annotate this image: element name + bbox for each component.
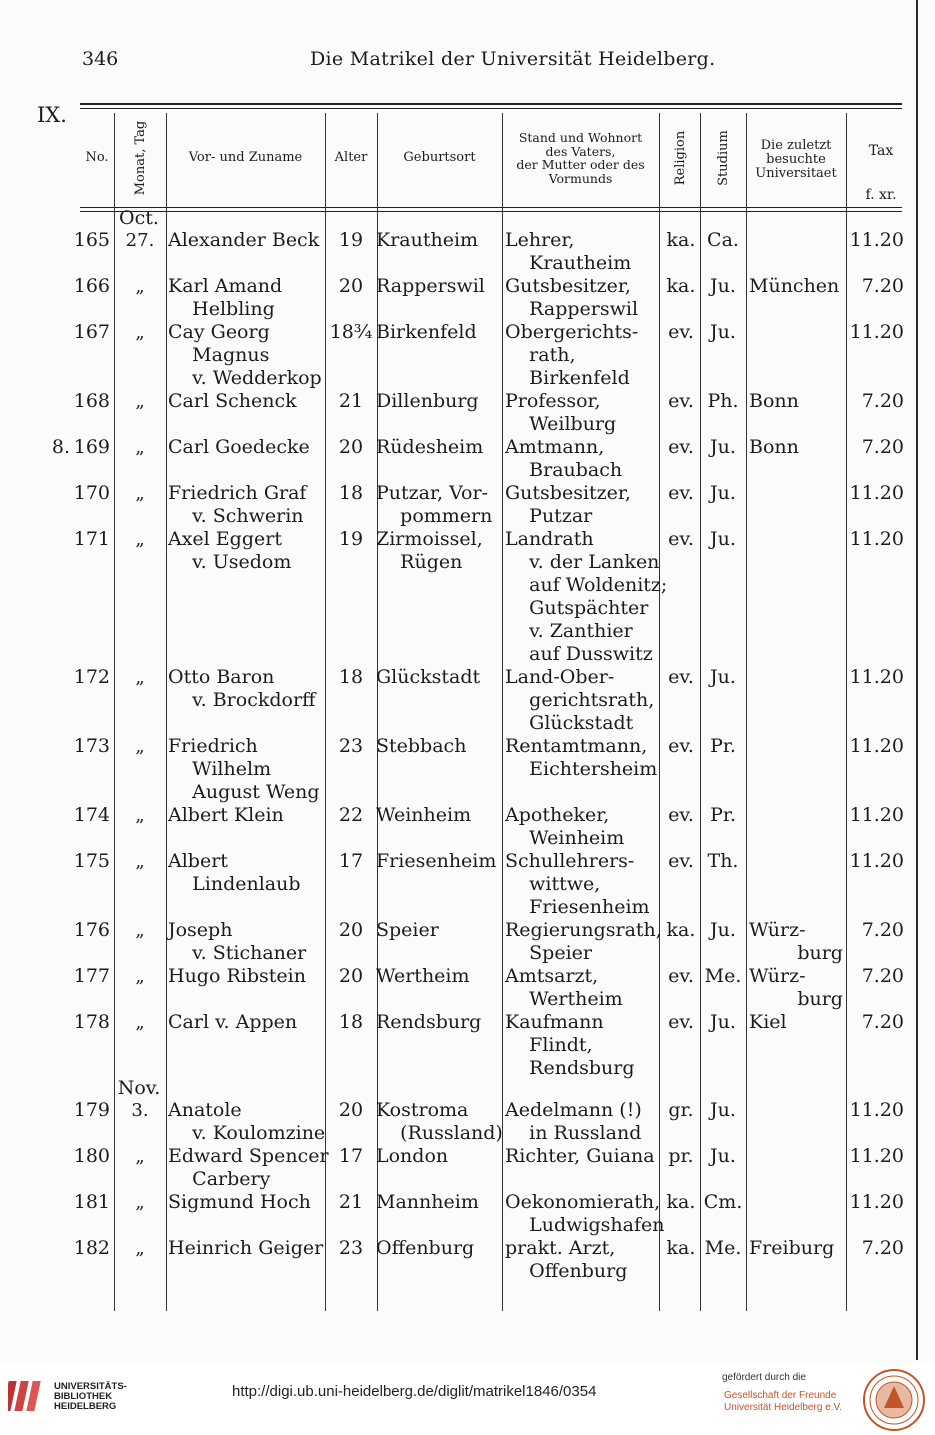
cell-tax: 11.20 [849,666,904,688]
cell-university: Bonn [749,436,799,458]
cell-father: Richter, Guiana [505,1145,655,1167]
cell-birthplace: Krautheim [376,229,479,251]
cell-age: 17 [338,850,364,872]
cell-day: „ [135,483,145,504]
cell-studium: Ju. [710,1011,736,1033]
cell-no: 170 [73,482,110,504]
cell-university: Würz- burg [749,965,843,1010]
cell-university: Kiel [749,1011,787,1033]
library-name-line: UNIVERSITÄTS- [54,1381,127,1392]
cell-day: „ [135,805,145,826]
cell-day: „ [135,736,145,757]
top-rule-thin [80,108,902,109]
cell-name: Otto Baron v. Brockdorff [168,666,316,711]
cell-birthplace: Birkenfeld [376,321,477,343]
cell-birthplace: Rendsburg [376,1011,482,1033]
cell-no: 180 [73,1145,110,1167]
cell-tax: 11.20 [849,1191,904,1213]
cell-religion: ev. [668,390,694,412]
cell-tax: 7.20 [861,1237,904,1259]
cell-name: Joseph v. Stichaner [168,919,307,964]
cell-studium: Ph. [707,390,739,412]
cell-religion: ev. [668,804,694,826]
cell-no: 168 [73,390,110,412]
cell-tax: 11.20 [849,1099,904,1121]
footer-bar [0,1363,935,1435]
cell-religion: ev. [668,850,694,872]
cell-religion: ka. [666,919,696,941]
cell-studium: Ju. [710,666,736,688]
cell-studium: Ju. [710,321,736,343]
cell-tax: 7.20 [861,1011,904,1033]
cell-religion: ev. [668,528,694,550]
cell-birthplace: Offenburg [376,1237,475,1259]
cell-day: „ [135,529,145,550]
col-line [114,113,115,1311]
cell-father: Rentamtmann, Eichtersheim [505,735,658,780]
cell-studium: Pr. [710,735,736,757]
cell-father: Aedelmann (!) in Russland [505,1099,642,1144]
cell-father: Professor, Weilburg [505,390,617,435]
cell-age: 20 [338,436,364,458]
cell-age: 21 [338,1191,364,1213]
cell-name: Carl Goedecke [168,436,310,458]
cell-name: Albert Klein [168,804,284,826]
header-university: Die zuletzt besuchte Universitaet [755,138,837,181]
cell-tax: 11.20 [849,528,904,550]
cell-religion: ka. [666,1237,696,1259]
cell-name: Cay Georg Magnus v. Wedderkop [168,321,322,389]
cell-margin: 8. [51,436,70,458]
cell-age: 18¾ [329,321,373,343]
cell-name: Alexander Beck [168,229,320,251]
cell-father: Obergerichts- rath, Birkenfeld [505,321,639,389]
cell-age: 23 [338,1237,364,1259]
cell-religion: ev. [668,735,694,757]
cell-tax: 7.20 [861,919,904,941]
cell-studium: Th. [707,850,739,872]
cell-day: „ [135,322,145,343]
cell-name: Albert Lindenlaub [168,850,301,895]
cell-age: 22 [338,804,364,826]
cell-tax: 11.20 [849,804,904,826]
cell-day: „ [135,1012,145,1033]
cell-tax: 11.20 [849,850,904,872]
cell-tax: 7.20 [861,390,904,412]
cell-age: 20 [338,275,364,297]
col-line [166,113,167,1311]
cell-religion: ev. [668,321,694,343]
cell-father: Schullehrers- wittwe, Friesenheim [505,850,650,918]
cell-father: Land-Ober- gerichtsrath, Glückstadt [505,666,655,734]
society-name [724,1390,842,1414]
cell-day: 3. [131,1100,149,1121]
cell-no: 177 [73,965,110,987]
cell-birthplace: Speier [376,919,439,941]
cell-tax: 7.20 [861,965,904,987]
cell-day: „ [135,851,145,872]
header-name: Vor- und Zuname [188,150,303,165]
header-no: No. [85,150,109,165]
cell-father: Oekonomierath, Ludwigshafen [505,1191,665,1236]
cell-studium: Me. [704,1237,742,1259]
cell-no: 182 [73,1237,110,1259]
cell-university: Bonn [749,390,799,412]
cell-day: „ [135,391,145,412]
library-name [54,1382,127,1412]
cell-name: Axel Eggert v. Usedom [168,528,292,573]
header-month-day: Monat, Tag [132,120,148,196]
cell-day: „ [135,1238,145,1259]
cell-religion: ev. [668,436,694,458]
header-father: Stand und Wohnort des Vaters, der Mutter oder des Vormunds [516,130,645,186]
cell-tax: 11.20 [849,482,904,504]
cell-religion: gr. [668,1099,694,1121]
cell-age: 18 [338,666,364,688]
cell-university: Würz- burg [749,919,843,964]
society-line: Gesellschaft der Freunde [724,1390,837,1401]
header-tax-unit: f. xr. [865,187,897,203]
cell-no: 179 [73,1099,110,1121]
top-rule [80,103,902,105]
cell-month: Oct. [119,207,159,229]
cell-religion: ev. [668,965,694,987]
cell-no: 181 [73,1191,110,1213]
cell-studium: Ju. [710,482,736,504]
cell-father: Lehrer, Krautheim [505,229,632,274]
cell-name: Carl Schenck [168,390,297,412]
cell-age: 20 [338,1099,364,1121]
cell-age: 19 [338,229,364,251]
cell-religion: ka. [666,1191,696,1213]
cell-studium: Ju. [710,919,736,941]
cell-religion: pr. [668,1145,694,1167]
cell-father: Regierungsrath, Speier [505,919,662,964]
cell-age: 23 [338,735,364,757]
cell-birthplace: Mannheim [376,1191,479,1213]
cell-birthplace: Rüdesheim [376,436,484,458]
cell-religion: ka. [666,229,696,251]
cell-day: „ [135,920,145,941]
cell-day: 27. [125,230,155,251]
header-studium: Studium [715,130,731,186]
cell-name: Friedrich Graf v. Schwerin [168,482,307,527]
library-logo-icon [8,1375,48,1415]
sponsor-note: gefördert durch die [722,1372,806,1383]
header-rule-thin [80,211,902,212]
cell-birthplace: Weinheim [376,804,472,826]
cell-age: 18 [338,1011,364,1033]
cell-religion: ev. [668,666,694,688]
cell-studium: Cm. [703,1191,743,1213]
cell-no: 178 [73,1011,110,1033]
page-edge-rule [916,0,918,1360]
cell-studium: Pr. [710,804,736,826]
cell-birthplace: London [376,1145,449,1167]
cell-religion: ev. [668,1011,694,1033]
cell-name: Friedrich Wilhelm August Weng [168,735,320,803]
cell-name: Carl v. Appen [168,1011,298,1033]
cell-birthplace: Zirmoissel, Rügen [376,528,483,573]
permalink[interactable]: http://digi.ub.uni-heidelberg.de/diglit/matrikel1846/0354 [232,1383,597,1400]
cell-studium: Ju. [710,436,736,458]
cell-day: „ [135,667,145,688]
cell-father: Landrath v. der Lanken auf Woldenitz; Gutspächter v. Zanthier auf Dusswitz [505,528,668,665]
cell-day: „ [135,966,145,987]
society-line: Universität Heidelberg e.V. [724,1402,843,1413]
cell-tax: 11.20 [849,1145,904,1167]
running-title: Die Matrikel der Universität Heidelberg. [310,48,716,70]
header-age: Alter [334,150,368,165]
cell-religion: ka. [666,275,696,297]
cell-birthplace: Rapperswil [376,275,485,297]
page-number: 346 [82,48,119,70]
cell-no: 175 [73,850,110,872]
header-tax: Tax [868,143,894,159]
cell-studium: Ju. [710,528,736,550]
header-religion: Religion [672,130,688,186]
cell-religion: ev. [668,482,694,504]
cell-tax: 11.20 [849,735,904,757]
cell-birthplace: Wertheim [376,965,470,987]
cell-name: Karl Amand Helbling [168,275,283,320]
cell-month: Nov. [117,1077,161,1099]
cell-age: 17 [338,1145,364,1167]
cell-name: Heinrich Geiger [168,1237,324,1259]
library-name-line: BIBLIOTHEK [54,1391,113,1402]
cell-name: Anatole v. Koulomzine [168,1099,326,1144]
cell-no: 171 [73,528,110,550]
cell-studium: Ca. [707,229,739,251]
cell-tax: 11.20 [849,321,904,343]
university-seal-icon [862,1368,926,1432]
cell-tax: 7.20 [861,275,904,297]
cell-name: Edward Spencer Carbery [168,1145,329,1190]
cell-age: 21 [338,390,364,412]
cell-studium: Me. [704,965,742,987]
cell-no: 169 [73,436,110,458]
cell-university: Freiburg [749,1237,835,1259]
cell-no: 167 [73,321,110,343]
cell-no: 176 [73,919,110,941]
cell-father: Apotheker, Weinheim [505,804,625,849]
cell-age: 20 [338,919,364,941]
cell-no: 172 [73,666,110,688]
header-rule [80,207,902,208]
cell-age: 18 [338,482,364,504]
cell-studium: Ju. [710,275,736,297]
cell-studium: Ju. [710,1145,736,1167]
cell-birthplace: Kostroma (Russland) [376,1099,503,1144]
cell-father: prakt. Arzt, Offenburg [505,1237,628,1282]
cell-no: 174 [73,804,110,826]
cell-birthplace: Dillenburg [376,390,479,412]
section-label: IX. [37,103,67,127]
cell-age: 19 [338,528,364,550]
cell-name: Sigmund Hoch [168,1191,311,1213]
cell-father: Amtmann, Braubach [505,436,623,481]
cell-birthplace: Putzar, Vor- pommern [376,482,493,527]
running-header [0,48,935,78]
cell-birthplace: Stebbach [376,735,467,757]
cell-father: Amtsarzt, Wertheim [505,965,623,1010]
cell-studium: Ju. [710,1099,736,1121]
cell-father: Gutsbesitzer, Putzar [505,482,631,527]
cell-father: Kaufmann Flindt, Rendsburg [505,1011,635,1079]
col-line [746,113,747,1311]
cell-birthplace: Friesenheim [376,850,497,872]
cell-tax: 11.20 [849,229,904,251]
header-birthplace: Geburtsort [403,150,476,165]
cell-day: „ [135,1146,145,1167]
cell-name: Hugo Ribstein [168,965,306,987]
cell-birthplace: Glückstadt [376,666,481,688]
cell-day: „ [135,276,145,297]
cell-university: München [749,275,840,297]
library-name-line: HEIDELBERG [54,1401,117,1412]
cell-age: 20 [338,965,364,987]
cell-no: 165 [73,229,110,251]
cell-day: „ [135,1192,145,1213]
cell-tax: 7.20 [861,436,904,458]
cell-father: Gutsbesitzer, Rapperswil [505,275,639,320]
cell-day: „ [135,437,145,458]
cell-no: 166 [73,275,110,297]
cell-no: 173 [73,735,110,757]
